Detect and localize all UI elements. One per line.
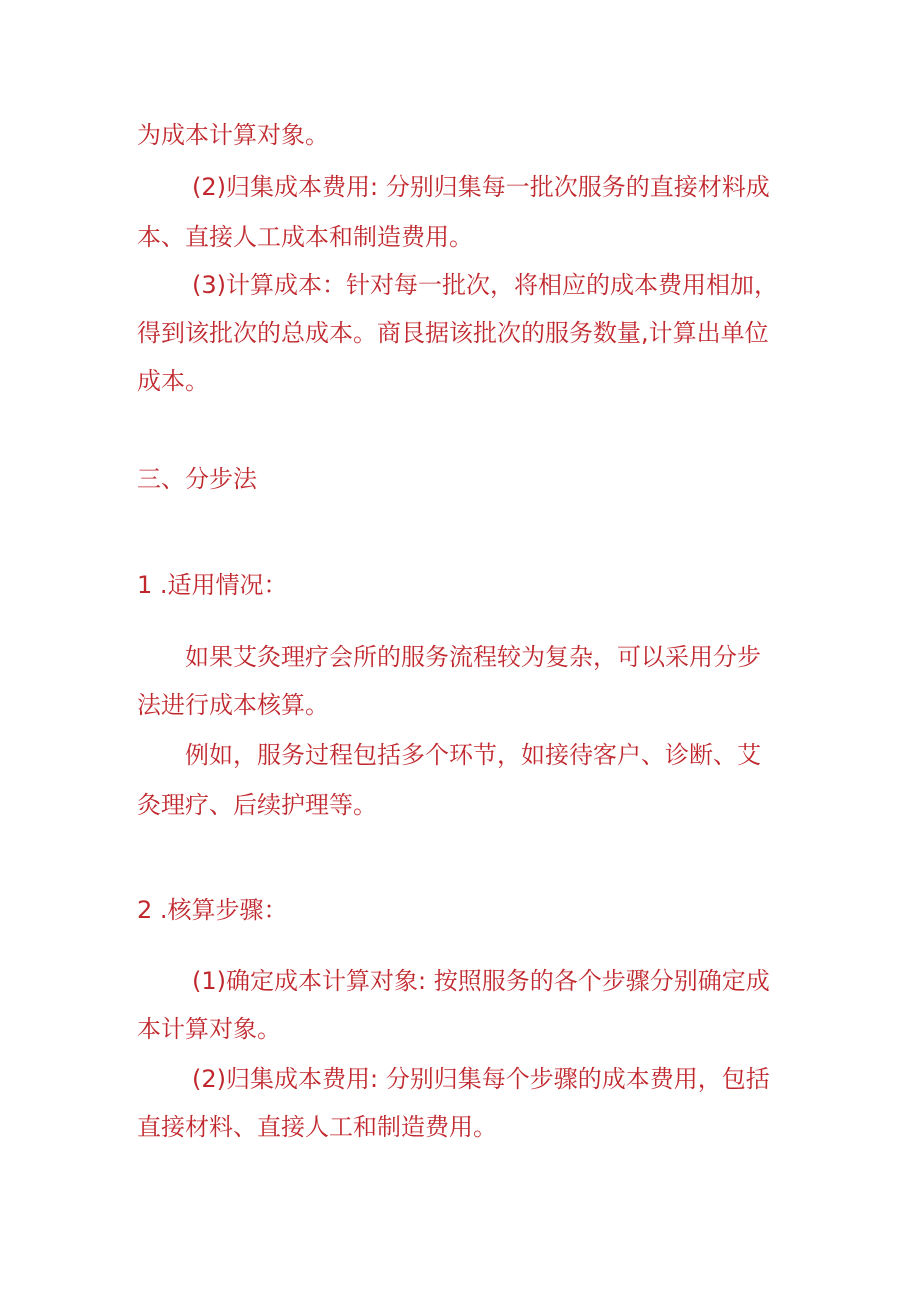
text-line: 如果艾灸理疗会所的服务流程较为复杂，可以采用分步 — [185, 643, 761, 671]
text-line: (3)计算成本：针对每一批次，将相应的成本费用相加， — [192, 271, 778, 299]
text-line: (2)归集成本费用: 分别归集每一批次服务的直接材料成 — [192, 173, 770, 201]
text-line: (2)归集成本费用: 分别归集每个步骤的成本费用，包括 — [192, 1065, 770, 1093]
section-heading: 三、分步法 — [137, 465, 257, 493]
text-line: 得到该批次的总成本。商艮据该批次的服务数量,计算出单位 — [137, 319, 769, 347]
text-line: 本、直接人工成本和制造费用。 — [137, 223, 473, 251]
subsection-heading: 1 .适用情况： — [137, 571, 288, 599]
text-line: 法进行成本核算。 — [137, 691, 329, 719]
text-line: 例如，服务过程包括多个环节，如接待客户、诊断、艾 — [185, 741, 761, 769]
subsection-heading: 2 .核算步骤： — [137, 896, 288, 924]
text-line: 灸理疗、后续护理等。 — [137, 791, 377, 819]
text-line: 直接材料、直接人工和制造费用。 — [137, 1113, 497, 1141]
text-line: 成本。 — [137, 367, 209, 395]
text-line: (1)确定成本计算对象: 按照服务的各个步骤分别确定成 — [192, 967, 770, 995]
text-line: 为成本计算对象。 — [137, 121, 329, 149]
text-line: 本计算对象。 — [137, 1015, 281, 1043]
